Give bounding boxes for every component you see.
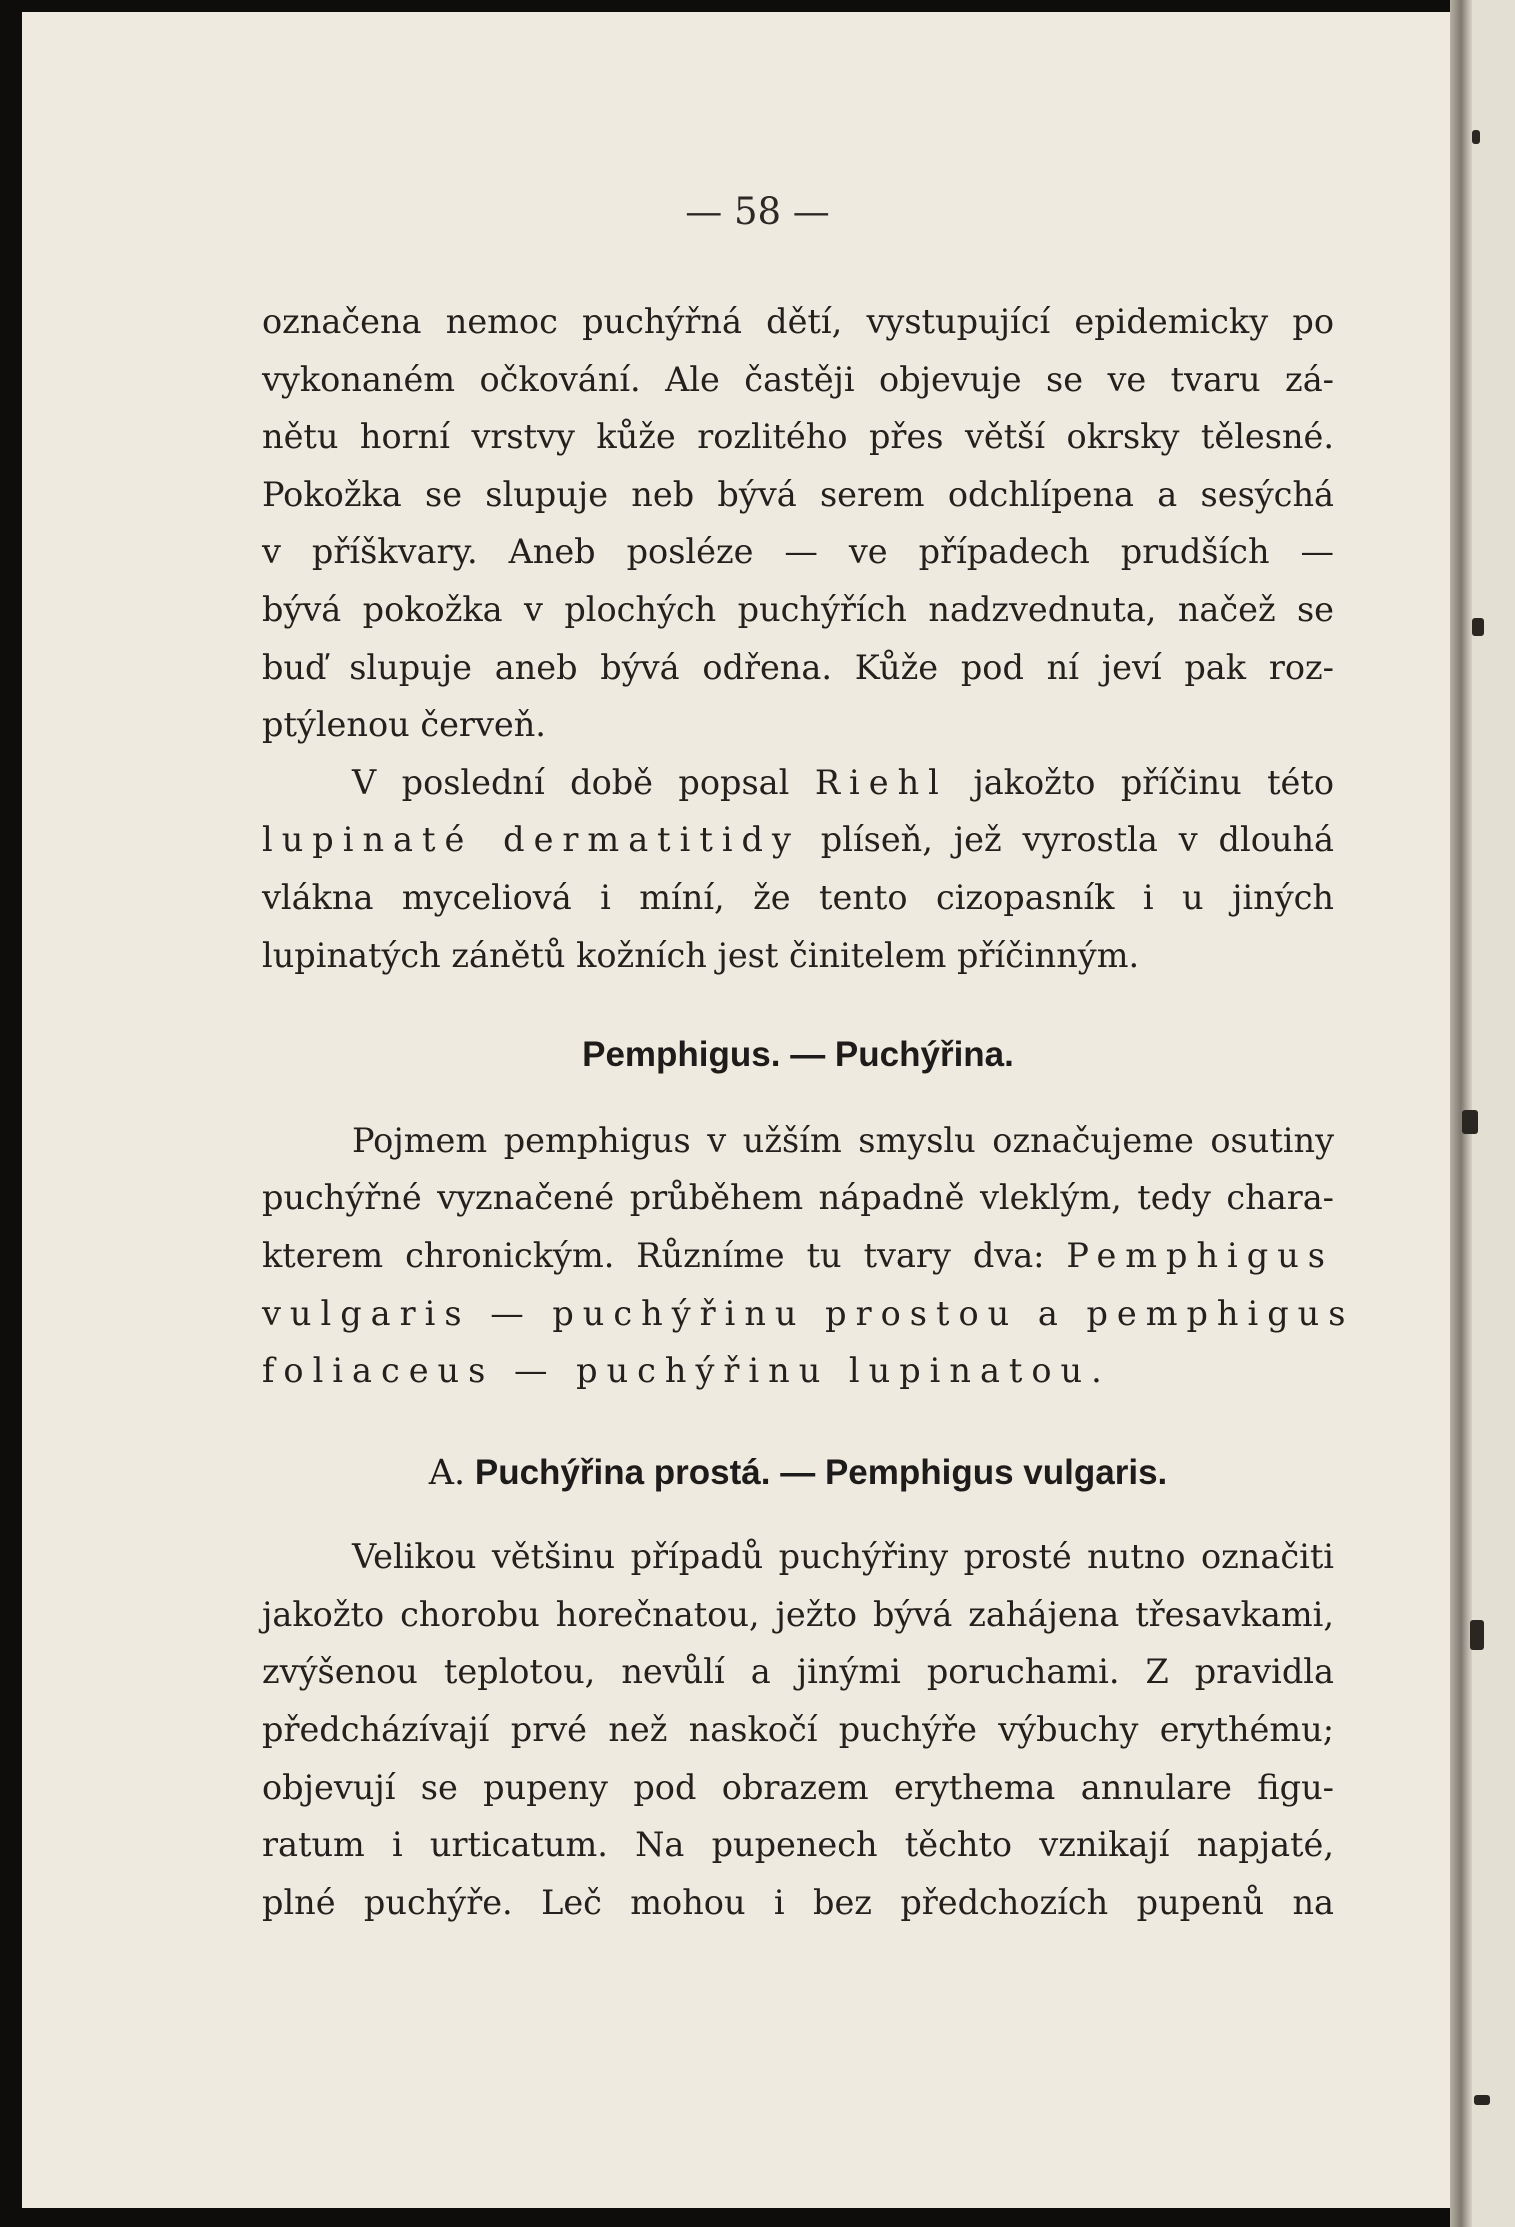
paragraph-3 [262, 1112, 1355, 1400]
text-line: plné puchýře. Leč mohou i bez předchozích pupenů na [262, 1882, 1334, 1922]
subsection-heading [262, 1444, 1334, 1503]
text-line: vulgaris — puchýřinu prostou a pemphigus [262, 1293, 1355, 1333]
ink-mark [1470, 1620, 1484, 1650]
spaced-term: Pemphigus [1066, 1235, 1334, 1275]
paragraph-2 [262, 754, 1334, 984]
next-page-edge [1472, 0, 1515, 2227]
ink-mark [1474, 2095, 1490, 2105]
text-line: puchýřné vyznačené průběhem nápadně vleklým, tedy chara- [262, 1178, 1334, 1218]
ink-mark [1472, 618, 1484, 636]
spaced-term: lupinaté dermatitidy [262, 820, 800, 860]
text-line: ptýlenou červeň. [262, 705, 546, 745]
page-number: — 58 — [685, 190, 830, 233]
text-line: Velikou většinu případů puchýřiny prosté nutno označiti [352, 1537, 1334, 1577]
text-line: vlákna myceliová i míní, že tento cizopasník i u jiných [262, 877, 1334, 917]
paragraph-1 [262, 293, 1334, 754]
text-line: nětu horní vrstvy kůže rozlitého přes větší okrsky tělesné. [262, 417, 1334, 457]
text-line: předcházívají prvé než naskočí puchýře výbuchy erythému; [262, 1710, 1334, 1750]
text-line: bývá pokožka v plochých puchýřích nadzvednuta, načež se [262, 589, 1334, 629]
text-line: označena nemoc puchýřná dětí, vystupující epidemicky po [262, 302, 1334, 341]
text-line: v příškvary. Aneb posléze — ve případech prudších — [262, 532, 1334, 572]
text-line: ratum i urticatum. Na pupenech těchto vznikají napjaté, [262, 1825, 1334, 1865]
spaced-name: Riehl [814, 762, 948, 802]
text-line: Pokožka se slupuje neb bývá serem odchlípena a sesýchá [262, 474, 1334, 514]
text-line: foliaceus — puchýřinu lupinatou. [262, 1351, 1111, 1391]
ink-mark [1462, 1110, 1478, 1134]
heading-text: Puchýřina prostá. — Pemphigus vulgaris. [474, 1452, 1168, 1492]
text-fragment: kterem chronickým. Různíme tu tvary dva: [262, 1235, 1045, 1275]
text-line: lupinatých zánětů kožních jest činitelem příčinným. [262, 935, 1140, 975]
text-fragment: jakožto příčinu této [973, 762, 1334, 802]
text-line: buď slupuje aneb bývá odřena. Kůže pod ní jeví pak roz- [262, 647, 1334, 687]
text-fragment: V poslední době popsal [352, 762, 790, 802]
text-line: zvýšenou teplotou, nevůlí a jinými poruchami. Z pravidla [262, 1652, 1334, 1692]
text-fragment: plíseň, jež vyrostla v dlouhá [820, 820, 1334, 860]
text-line [262, 1227, 1334, 1285]
text-line: objevují se pupeny pod obrazem erythema annulare figu- [262, 1767, 1334, 1807]
text-line [262, 811, 1334, 869]
paragraph-4 [262, 1528, 1334, 1931]
section-heading: Pemphigus. — Puchýřina. [582, 1035, 1014, 1075]
text-line [262, 754, 1334, 812]
text-line: vykonaném očkování. Ale častěji objevuje se ve tvaru zá- [262, 359, 1334, 399]
page-body [262, 293, 1355, 1931]
text-line: Pojmem pemphigus v užším smyslu označujeme osutiny [352, 1120, 1334, 1160]
heading-prefix: A. [428, 1452, 466, 1493]
ink-mark [1472, 130, 1480, 144]
text-line: jakožto chorobu horečnatou, ježto bývá zahájena třesavkami, [262, 1594, 1334, 1634]
